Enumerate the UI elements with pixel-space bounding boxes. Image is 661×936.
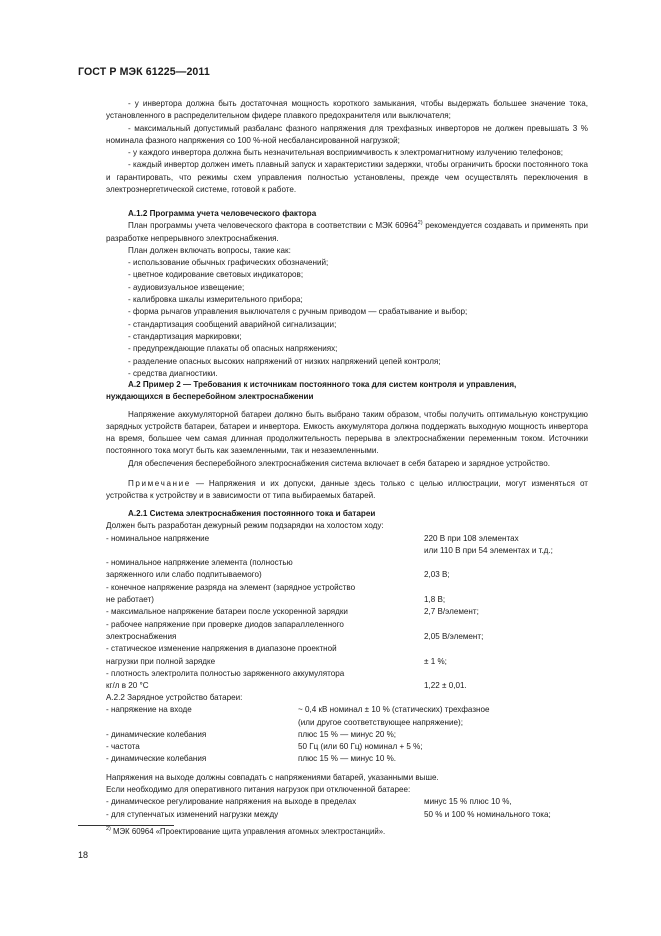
spec-label: - номинальное напряжение [106, 533, 210, 543]
paragraph: План программы учета человеческого фактора в соответствии с МЭК 60964$^{2)}$ рекомендуется создавать и применять при разработке непрерывного электроснабжения. [106, 220, 588, 243]
paragraph: План должен включать вопросы, такие как: [128, 245, 291, 255]
section-heading: А.1.2 Программа учета человеческого фактора [128, 209, 317, 218]
spec-value: 2,03 В; [424, 570, 450, 580]
spec-table [106, 533, 588, 693]
spec-label: кг/л в 20 °С [106, 681, 149, 691]
footnote-ref[interactable]: 2) [417, 220, 423, 227]
list-item: - цветное кодирование световых индикаторов; [128, 270, 304, 280]
spec-row [106, 643, 588, 655]
spec-row [106, 557, 588, 569]
spec-label: - частота [106, 742, 140, 752]
spec-label: - статическое изменение напряжения в диапазоне проектной [106, 644, 337, 654]
intro-item: - у инвертора должна быть достаточная мощность короткого замыкания, чтобы выдержать большее значение тока, установленного в распределительном фидере плавкого предохранителя или выключателя; [106, 99, 588, 121]
section-a22 [106, 692, 588, 821]
spec-label: - конечное напряжение разряда на элемент (зарядное устройство [106, 582, 356, 592]
spec-value: 220 В при 108 элементах [424, 533, 519, 543]
spec-value: ~ 0,4 кВ номинал ± 10 % (статических) трехфазное [298, 705, 490, 715]
section-a12 [106, 208, 588, 380]
section-heading-cont: нуждающихся в бесперебойном электроснабжении [106, 392, 314, 402]
spec-label: - для ступенчатых изменений нагрузки между [106, 809, 279, 819]
document-header: ГОСТ Р МЭК 61225—2011 [78, 66, 210, 78]
spec-row [106, 741, 588, 753]
spec-label: нагрузки при полной зарядке [106, 656, 216, 666]
paragraph: Должен быть разработан дежурный режим подзарядки на холостом ходу: [106, 521, 384, 531]
footnote: $^{2)}$ МЭК 60964 «Проектирование щита управления атомных электростанций». [106, 826, 386, 836]
spec-label: - динамическое регулирование напряжения на выходе в пределах [106, 797, 357, 807]
list-item: - стандартизация маркировки; [128, 331, 242, 341]
spec-value: плюс 15 % — минус 20 %; [298, 729, 397, 739]
list-item: - предупреждающие плакаты об опасных напряжениях; [128, 344, 338, 354]
spec-row [106, 582, 588, 594]
intro-item: - каждый инвертор должен иметь плавный запуск и характеристики задержки, чтобы ограничить броски постоянного тока и гарантировать, что режимы схем управления полностью установлены, прежде чем осуществлять переключения в электроэнергетической системе, готовой к работе. [106, 160, 588, 195]
section-a21 [106, 508, 588, 692]
spec-row [106, 704, 588, 716]
spec-label: - рабочее напряжение при проверке диодов запараллеленного [106, 619, 344, 629]
section-heading: А.2.2 Зарядное устройство батареи: [106, 693, 243, 702]
spec-value: 1,8 В; [424, 595, 446, 605]
spec-row [106, 680, 588, 692]
spec-row [106, 656, 588, 668]
spec-value: 2,7 В/элемент; [424, 607, 479, 617]
spec-row [106, 796, 588, 808]
paragraph: Напряжения на выходе должны совпадать с напряжениями батарей, указанными выше. [106, 772, 439, 782]
spec-value: 50 % и 100 % номинального тока; [424, 809, 551, 819]
spec-row [106, 668, 588, 680]
spec-table [106, 796, 588, 821]
spec-value: (или другое соответствующее напряжение); [298, 717, 463, 727]
paragraph: Для обеспечения бесперебойного электроснабжения система включает в себя батарею и зарядное устройство. [128, 458, 551, 468]
spec-row [106, 809, 588, 821]
spec-row [106, 606, 588, 618]
spec-label: электроснабжения [106, 631, 177, 641]
spec-row [106, 717, 588, 729]
page-number: 18 [78, 850, 89, 860]
list-item: - средства диагностики. [128, 368, 218, 378]
spec-label: - плотность электролита полностью заряженного аккумулятора [106, 668, 345, 678]
spec-label: - динамические колебания [106, 729, 207, 739]
spec-row [106, 753, 588, 765]
paragraph: Если необходимо для оперативного питания нагрузок при отключенной батарее: [106, 785, 411, 795]
note-label: Примечание [128, 479, 191, 489]
list-item: - форма рычагов управления выключателя с ручным приводом — срабатывание и выбор; [128, 307, 468, 317]
spec-value: 1,22 ± 0,01. [424, 681, 467, 691]
spec-row [106, 569, 588, 581]
spec-value: ± 1 %; [424, 656, 447, 666]
list-item: - стандартизация сообщений аварийной сигнализации; [128, 319, 337, 329]
spec-table [106, 704, 588, 765]
spec-row [106, 619, 588, 631]
intro-requirements [106, 98, 588, 196]
spec-value: минус 15 % плюс 10 %, [424, 797, 512, 807]
spec-label: - максимальное напряжение батареи после ускоренной зарядки [106, 607, 348, 617]
spec-label: - динамические колебания [106, 754, 207, 764]
list-item: - калибровка шкалы измерительного прибора; [128, 295, 303, 305]
spec-value: или 110 В при 54 элементах и т.д.; [424, 545, 553, 555]
spec-row [106, 545, 588, 557]
spec-label: заряженного или слабо подпитываемого) [106, 570, 262, 580]
spec-value: 2,05 В/элемент; [424, 631, 484, 641]
list-item: - аудиовизуальное извещение; [128, 282, 245, 292]
paragraph: Напряжение аккумуляторной батареи должно быть выбрано таким образом, чтобы получить оптимальную конструкцию зарядных устройств батареи, батареи и инвертора. Емкость аккумулятора должна поддержать выходную мощность инвертора на время, большее чем самая длинная продолжительность перерыва в электроснабжении переменным током. Источники постоянного тока могут быть как заземленными, так и незаземленными. [106, 409, 588, 456]
list-item: - разделение опасных высоких напряжений от низких напряжений цепей контроля; [128, 356, 441, 366]
spec-value: 50 Гц (или 60 Гц) номинал + 5 %; [298, 742, 423, 752]
spec-row [106, 533, 588, 545]
section-heading: А.2 Пример 2 — Требования к источникам постоянного тока для систем контроля и управления, [128, 380, 517, 389]
note: Примечание — Напряжения и их допуски, данные здесь только с целью иллюстрации, могут изменяться от устройства к устройству и в зависимости от типа выбираемых батарей. [106, 479, 588, 501]
intro-item: - максимальный допустимый разбаланс фазного напряжения для трехфазных инверторов не должен превышать 3 % номинала фазного напряжения со 100 %-ной несбалансированной нагрузкой; [106, 123, 588, 145]
spec-row [106, 729, 588, 741]
intro-item: - у каждого инвертора должна быть незначительная восприимчивость к электромагнитному излучению телефонов; [128, 148, 564, 158]
spec-row [106, 631, 588, 643]
spec-label: - напряжение на входе [106, 705, 192, 715]
spec-value: плюс 15 % — минус 10 %. [298, 754, 397, 764]
list-item: - использование обычных графических обозначений; [128, 258, 329, 268]
section-heading: А.2.1 Система электроснабжения постоянного тока и батареи [128, 509, 376, 518]
spec-label: не работает) [106, 595, 154, 605]
spec-label: - номинальное напряжение элемента (полностью [106, 558, 293, 568]
section-a2 [106, 379, 588, 503]
spec-row [106, 594, 588, 606]
